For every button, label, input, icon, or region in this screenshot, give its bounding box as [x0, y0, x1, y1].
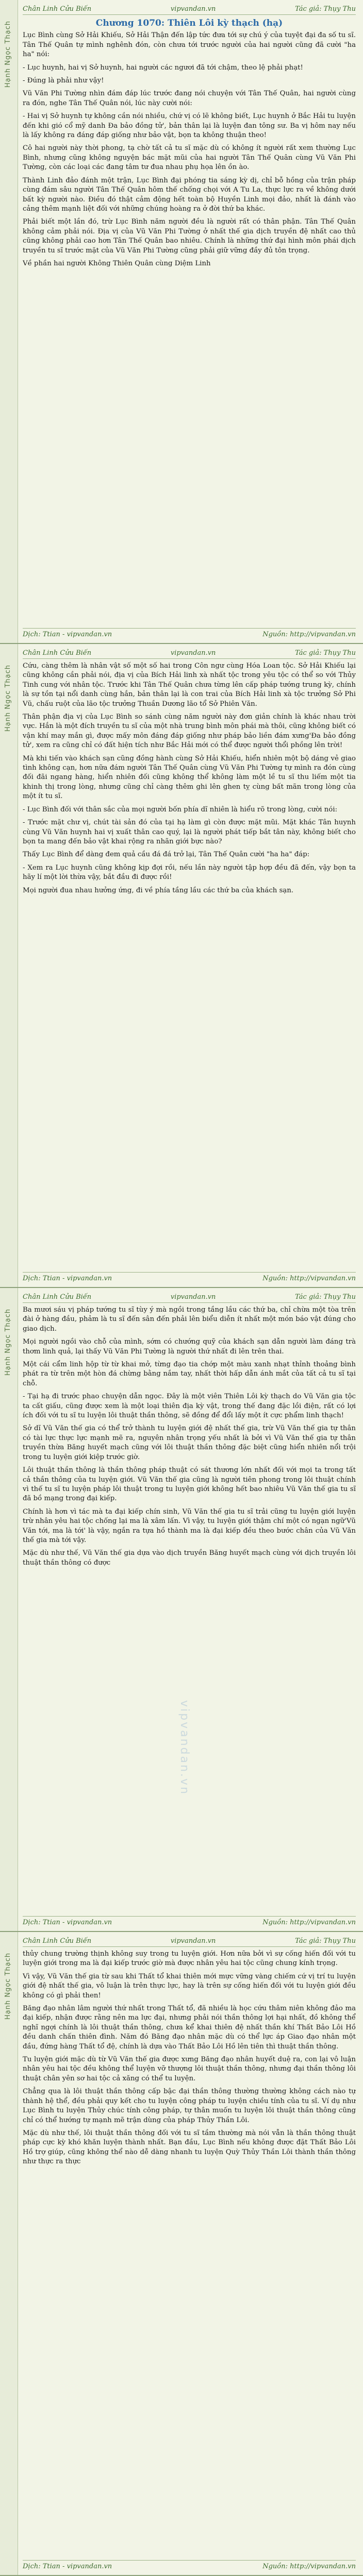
footer-source: Nguồn: http://vipvandan.vn	[262, 2562, 356, 2570]
paragraph: - Xem ra Lục huynh cũng không kịp đợi rồi, nếu lần này người tập hợp đều đã đến, vậy bọn ta hãy lí một lời thừa vậy, bắt đầu đi được rồi!	[23, 863, 356, 882]
page-footer	[23, 1916, 356, 1928]
spine-label: Hạnh Ngọc Thạch	[4, 1309, 12, 1376]
page-spine	[0, 0, 18, 643]
page-spine	[0, 1932, 18, 2575]
footer-translator: Dịch: Ttian - vipvandan.vn	[23, 2562, 112, 2570]
footer-translator: Dịch: Ttian - vipvandan.vn	[23, 630, 112, 638]
page-header	[23, 1935, 356, 1947]
header-site: Chân Linh Cửu Biến	[23, 649, 92, 657]
paragraph: Lục Bình cùng Sở Hải Khiếu, Sở Hải Thận đến lập tức đưa tới sự chú ý của tuyệt đại đa số tu sĩ. Tân Thế Quân tự mình nghênh đón, còn chưa tới trước người của hai người cũng đã cười "ha ha" nói:	[23, 31, 356, 59]
paragraph: Mọi người ngồi vào chỗ của mình, sớm có chướng quỹ của khách sạn dẫn người làm đáng trà thơm linh quả, lại thấy Vũ Văn Phi Tường là người thứ nhất đi lên trên thai.	[23, 1338, 356, 1355]
page-footer	[23, 2560, 356, 2572]
footer-translator: Dịch: Ttian - vipvandan.vn	[23, 1918, 112, 1926]
header-site: Chân Linh Cửu Biến	[23, 1937, 92, 1945]
header-author: Tác giả: Thụy Thu	[295, 1293, 356, 1301]
header-author: Tác giả: Thụy Thu	[295, 5, 356, 13]
header-site: Chân Linh Cửu Biến	[23, 1293, 92, 1301]
spine-label: Hạnh Ngọc Thạch	[4, 1953, 12, 2020]
paragraph: Chính là hơn vì tác mà ta đại kiếp chín sinh, Vũ Văn thế gia tu sĩ trải cũng tu luyện giới luyện trừ nhân yêu hai tộc chống lại ma là xâm lấn. Vì vậy, tu luyện giới thậm chí một có ngạn ngữ'Vũ Văn tới, ma là tới' là vậy, ngắn ra tựa hồ thành ma là đại kiếp đều theo bước chân của Vũ Văn thế gia mà tới vậy.	[23, 1507, 356, 1544]
page-content	[23, 662, 356, 1267]
watermark: vipvandan.vn	[178, 1700, 191, 1795]
book-page-1	[0, 0, 363, 644]
paragraph: Thấy Lục Bình để dàng đem quả cầu đá đá trở lại, Tân Thế Quân cười "ha ha" đáp:	[23, 851, 310, 859]
page-footer	[23, 628, 356, 640]
page-content	[23, 1950, 356, 2555]
spine-label: Hạnh Ngọc Thạch	[4, 21, 12, 88]
spine-label: Hạnh Ngọc Thạch	[4, 665, 12, 732]
book-page-2	[0, 644, 363, 1288]
paragraph: Chẳng qua là lôi thuật thần thông cấp bậc đại thần thông thường thường không cách nào tự thành hệ thể, đều phải quy kết cho tu luyện công pháp tu luyện chiều tính của tu sĩ. Ví dụ như Lục Bình tu luyện Thủy chúc tính công pháp, tự thân muốn tu luyện lôi thuật thần thông cũng chỉ có thể hướng tự mạnh mẽ trận dùng của pháp Thủy Thần Lôi.	[23, 2088, 356, 2124]
page-footer	[23, 1272, 356, 1284]
header-author: Tác giả: Thụy Thu	[295, 1937, 356, 1945]
book-page-4	[0, 1932, 363, 2576]
paragraph: Tu luyện giới mặc dù từ Vũ Văn thế gia được xưng Băng đạo nhân huyết duệ ra, con lại vô luận nhân yêu hai tộc đều không thể luyện vỡ thượng lôi thuật thần thông, nhưng đại thần thông lôi thuật chân yên sơ hai tộc cả xăng có thể tu luyện.	[23, 2056, 356, 2082]
paragraph: - Lục huynh, hai vị Sở huynh, hai người các ngươi đã tới chậm, theo lệ phải phạt!	[23, 63, 303, 72]
page-header	[23, 647, 356, 659]
header-url: vipvandan.vn	[170, 1293, 216, 1301]
header-url: vipvandan.vn	[170, 5, 216, 13]
header-site: Chân Linh Cửu Biến	[23, 5, 92, 13]
paragraph: Vì vậy, Vũ Văn thế gia từ sau khi Thất tổ khai thiên mới mực vững vàng chiếm cứ vị trí tu luyện giới đệ nhất thế gia, vô luận là trên thực lực, hay là trên sự cống hiến đối với tu luyện giới đều không có gì phải then!	[23, 1972, 356, 1999]
paragraph: - Hai vị Sở huynh tự không cần nói nhiều, chứ vị có lẽ không biết, Lục huynh ở Bắc Hải tu luyện đến khi gió cổ mỹ danh Đa bảo đồng tử', bản thân lại là luyện đan tông sư. Ba vị hôm nay nếu là lấy không ra đáng đáp giống như bảo vật, bọn ta không thuận theo!	[23, 112, 356, 140]
page-spine	[0, 644, 18, 1287]
header-author: Tác giả: Thụy Thu	[295, 649, 356, 657]
footer-translator: Dịch: Ttian - vipvandan.vn	[23, 1274, 112, 1282]
paragraph: Sở dĩ Vũ Văn thế gia có thể trở thành tu luyện giới đệ nhất thế gia, trừ Vũ Văn thế gia tự thân có tài lực thực lực mạnh mẽ ra, nguyên nhân trọng yếu nhất là bởi vì Vũ Văn thế gia tự thân truyền thừa Băng huyết mạch cũng với lôi thuật thần thông đặc biệt cũng hiển nhiên nổi trội trong tu luyện giới kiệp trước giờ.	[23, 1425, 356, 1461]
paragraph: Phải biết một lần đó, trừ Lục Bình năm người đều là người rất có thân phận. Tân Thế Quân không cảm phải nói. Địa vị của Vũ Văn Phi Tường ở nhất thế gia dịch truyền đệ nhất cao thủ cũng không phải cao hơn Tân Thế Quân bao nhiêu. Chính là những thứ đại hình môn phái dịch truyền tu sĩ trước mặt của Vũ Văn Phi Tường cũng phải giữ vững đầy đủ tôn trọng.	[23, 218, 356, 255]
footer-source: Nguồn: http://vipvandan.vn	[262, 1918, 356, 1926]
paragraph: - Đúng là phải như vậy!	[23, 77, 104, 85]
paragraph: Về phần hai người Không Thiên Quân cùng Diệm Linh	[23, 259, 211, 267]
footer-source: Nguồn: http://vipvandan.vn	[262, 1274, 356, 1282]
paragraph: Mặc dù như thế, Vũ Văn thế gia dựa vào dịch truyền Băng huyết mạch cùng với dịch truyền lôi thuật thần thông có được	[23, 1549, 356, 1567]
paragraph: Ba mươi sáu vị pháp tướng tu sĩ tùy ý mà ngồi trong tầng lầu các thứ ba, chỉ chừa một tòa trên đài ở hàng đầu, phảm là tu sĩ đến sân đến phải lên biểu diễn ít nhất một món báo vật đúng cho giao dịch.	[23, 1306, 356, 1333]
paragraph: Mặc dù như thế, lôi thuật thần thông đối với tu sĩ tầm thường mà nói vẫn là thần thông thuật pháp cực kỳ khó khăn luyện thành nhất. Bạn đầu, Lục Bình nếu không được đặt Thất Bảo Lôi Hồ trợ giúp, cũng không thể nào dễ dàng nhanh tu luyện Quỳ Thủy Thần Lôi thành thần thông như thực ra thực	[23, 2129, 356, 2166]
footer-source: Nguồn: http://vipvandan.vn	[262, 630, 356, 638]
header-url: vipvandan.vn	[170, 649, 216, 657]
paragraph: - Trước mặt chư vị, chút tài sản đó của tại hạ làm gì còn được mặt mũi. Mặt khác Tân huynh cùng Vũ Văn huynh hai vị xuất thân cao quý, lại là người phát tiếp bắt tân này, không biết cho bọn ta mang đến bảo vật khai rộng ra nhãn giới bực nào?	[23, 819, 356, 845]
paragraph: Thành Linh đảo đánh một trận, Lục Bình đại phóng tia sáng kỳ dị, chỉ bỗ hồng của trận pháp cùng đám sâu người Tân Thế Quân hôm thế chống chọi với A Tu La, thực lực ra về không dưới bất kỳ người nào. Điều đó thật cảm động hết toàn bộ Huyền Linh mọi đảo, nhất là đánh vào cảng thêm mạnh liệt đối với những chúng hoàng ra ở đời thứ ba khác.	[23, 176, 356, 213]
page-content	[23, 18, 356, 623]
paragraph: Vũ Văn Phi Tường nhìn đám đáp lúc trước đang nói chuyện với Tân Thế Quân, hai người cùng ra đón, nghe Tân Thế Quân nói, lúc này cười nói:	[23, 90, 356, 107]
page-spine	[0, 1288, 18, 1931]
paragraph: Băng đạo nhân lâm người thứ nhất trong Thất tổ, đã nhiều là học cứu thâm niên không đảo ma đại kiếp, nhận được rằng nên ma lực đại, nhưng phải nói thần thông lợi hại nhất, đồ không thể nghĩ ngợi chính là lôi thuật thần thông, chưa kể khai thiên đệ nhất thần khí Thất Bảo Lôi Hồ đều danh chấn thiên đình. Năm đó Băng đạo nhân mặc dù có thể lực áp Giao đạo nhân một đầu, đứng hàng Thất tổ đệ, chính là dựa vào Thất Bảo Lôi Hồ lên tiên thì thuật thần thông.	[23, 2005, 356, 2050]
chapter-title: Chương 1070: Thiên Lôi kỳ thạch (hạ)	[95, 18, 283, 28]
header-url: vipvandan.vn	[170, 1937, 216, 1945]
paragraph: Cô hai người này thời phong, tạ chờ tất cả tu sĩ mặc dù có không ít người rất xem thường Lục Bình, nhưng cũng không nguyện bác mặt mũi của hai người Tân Thế Quân cùng Vũ Văn Phi Tường, còn các loại các đang tâm tư đua nhau phụ họa lên ồn ào.	[23, 144, 356, 172]
paragraph: Mà khi tiến vào khách sạn cũng đồng hành cùng Sở Hải Khiếu, hiển nhiên một bộ dáng vẻ giao tình không cạn, hơn nữa đám người Tân Thế Quân cùng Vũ Văn Phi Tường tự mình ra đón cùng đối đãi ngang hàng, hiển nhiên đối cũng không thể không làm một lề tu sĩ thu liếm một tia khinh thị trong lòng, nhưng cũng chỉ càng thêm ghi lên ghen tỵ cùng bất mãn trong lòng của một ít tu sĩ.	[23, 754, 356, 801]
page-header	[23, 1291, 356, 1303]
paragraph: Một cái cẩm linh hộp từ từ khai mở, từng đạo tia chớp một màu xanh nhạt thỉnh thoảng bình phát ra từ trên một hòn đá chừng bằng nắm tay, nhất thời hấp dẫn ánh mắt của tất cả tu sĩ tại chỗ.	[23, 1361, 356, 1387]
paragraph: - Lục Bình đối với thân sắc của mọi người bốn phía dĩ nhiên là hiểu rõ trong lòng, cười nói:	[23, 805, 338, 814]
paragraph: Cứu, càng thêm là nhân vật số một số hai trong Côn ngư cùng Hóa Loan tộc. Sở Hải Khiếu lại cũng không cần phải nói, địa vị của Bích Hải linh xà nhất tộc trong yêu tộc có thể so với Thủy Tinh cung với nhân tộc. Trước khi Tân Thế Quân chưa từng lên cấp pháp tướng trung kỳ, chính là sự tồn tại nổi danh cùng hắn, bản thân lại là con trai của Bích Hải linh xà tộc trưởng Sở Phi Vũ, chấu ruột của lão tộc trưởng Thuần Dương lão tổ Sở Phiên Văn.	[23, 662, 356, 708]
paragraph: Lôi thuật thần thông là thần thông pháp thuật có sát thương lớn nhất đối với mọi ta trong tất cả thần thông của tu luyện giới. Vũ Văn thế gia cũng là người tiên phong trong lôi thuật chính vì thế tu sĩ tu luyện pháp lôi thuật trong tu luyện giới không hết bao nhiêu Vũ Văn thế gia tu sĩ đã bồ mạng trong đại kiếp.	[23, 1466, 356, 1503]
paragraph: Mọi người đua nhau hưởng ứng, đi về phía tầng lầu các thứ ba của khách sạn.	[23, 886, 294, 894]
paragraph: thủy chung trường thịnh không suy trong tu luyện giới. Hơn nữa bởi vì sự cống hiến đối với tu luyện giới trong ma là đại kiếp trước giờ mà được nhân yêu hai tộc cũng chung kính trọng.	[23, 1950, 356, 1968]
paragraph: Thân phận địa vị của Lục Bình so sánh cùng năm người này đơn giản chính là khác nhau trời vực. Hắn là một đích truyền tu sĩ của một nhà trung bình môn phái mà thôi, cũng không biết có vận khí may mắn gì, được mấy môn đáng đáp giống như pháp bảo liền đám xưng'Đa bảo đồng tử', xem ra cũng chỉ có đất hiện tích như Bắc Hải mới có thể được người thổi phồng lên trời!	[23, 713, 356, 750]
page-header	[23, 3, 356, 15]
paragraph: - Tại hạ đi trước phao chuyện dẫn ngọc. Đây là một viên Thiên Lôi kỳ thạch do Vũ Văn gia tộc ta cất giấu, cũng được xem là một loại thiên địa kỳ vật, trong thế đang đặc lồi điện, rất có lợi ích đối với tu sĩ tu luyện lôi thuật thần thông, sẽ đồng để đổi lấy một ít cực phẩm linh thạch!	[23, 1393, 356, 1420]
